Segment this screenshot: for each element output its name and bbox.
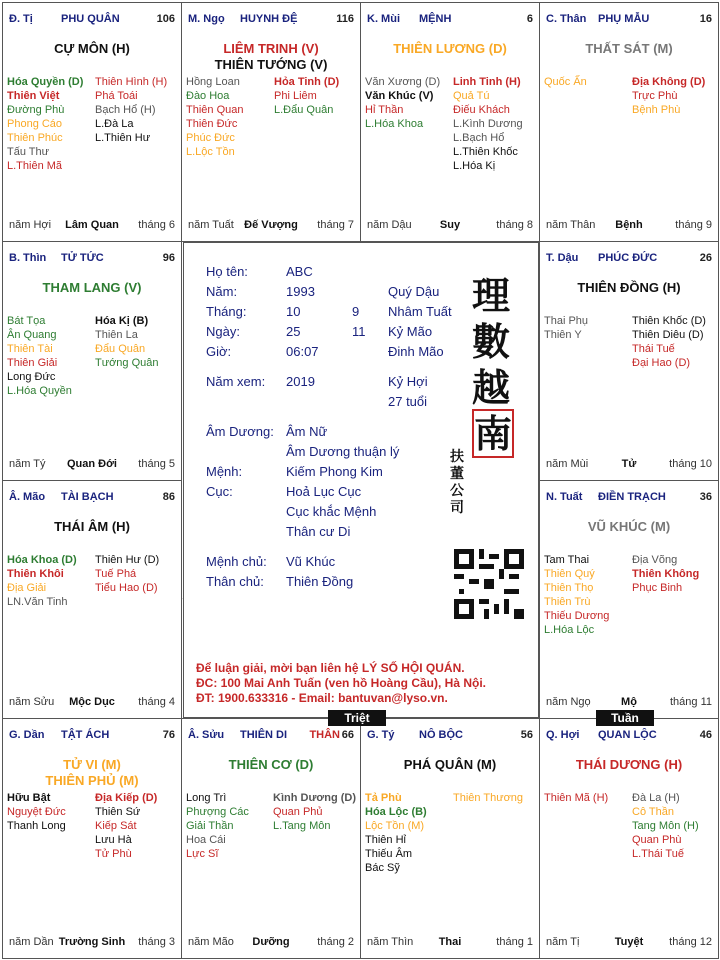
minor-star: Kiếp Sát bbox=[95, 820, 137, 832]
palace-month: tháng 6 bbox=[138, 219, 175, 231]
palace-year: năm Tý bbox=[9, 458, 46, 470]
palace-number: 26 bbox=[699, 252, 712, 264]
palace-position: B. Thìn bbox=[9, 252, 47, 264]
palace-year: năm Dần bbox=[9, 936, 54, 948]
minor-star: Đại Hao (D) bbox=[632, 357, 691, 369]
minor-star: L.Lộc Tồn bbox=[186, 146, 235, 158]
minor-star: Thiên Tài bbox=[7, 343, 53, 355]
palace-year: năm Thân bbox=[546, 219, 596, 231]
minor-star: Tuế Phá bbox=[95, 568, 137, 580]
minor-star: Thiên Diêu (D) bbox=[632, 329, 704, 341]
minor-star: L.Hóa Quyền bbox=[7, 385, 72, 397]
minor-star: L.Bạch Hổ bbox=[453, 132, 505, 144]
palace-number: 96 bbox=[162, 252, 175, 264]
palace-month: tháng 8 bbox=[496, 219, 533, 231]
minor-star: Phá Toái bbox=[95, 90, 138, 102]
minor-star: Văn Xương (D) bbox=[365, 76, 441, 88]
minor-star: Đà La (H) bbox=[632, 792, 680, 804]
minor-star: Đẩu Quân bbox=[95, 343, 146, 355]
minor-star: L.Tang Môn bbox=[273, 820, 331, 832]
palace-number: 76 bbox=[162, 729, 175, 741]
calligraphy-side: 扶 董 公 司 bbox=[450, 449, 464, 516]
contact-block bbox=[196, 661, 486, 706]
palace-month: tháng 3 bbox=[138, 936, 175, 948]
palace-position: K. Mùi bbox=[367, 13, 400, 25]
minor-star: Đào Hoa bbox=[186, 90, 230, 102]
minor-star: Thiên Phúc bbox=[7, 132, 63, 144]
contact-line-1: Để luận giải, mời bạn liên hệ LÝ SỐ HỘI QUÁN. bbox=[196, 661, 465, 675]
minor-star: Thiên Khốc (D) bbox=[632, 315, 706, 327]
palace-stage: Suy bbox=[439, 219, 461, 231]
minor-star: Linh Tinh (H) bbox=[453, 76, 521, 88]
minor-star: Phúc Đức bbox=[186, 132, 235, 144]
minor-star: Tả Phù bbox=[365, 792, 402, 804]
minor-star: Thiên Sứ bbox=[95, 806, 141, 818]
than-marker: THÂN bbox=[309, 729, 340, 741]
minor-star: Đường Phù bbox=[7, 104, 65, 116]
calli-char-4: 南 bbox=[474, 411, 513, 456]
calli-char-1: 理 bbox=[472, 273, 511, 318]
minor-star: Điếu Khách bbox=[453, 104, 510, 116]
palace-month: tháng 9 bbox=[675, 219, 712, 231]
palace-house: ĐIỀN TRẠCH bbox=[598, 491, 666, 503]
minor-star: Phượng Các bbox=[186, 806, 249, 818]
minor-star: L.Thiên Mã bbox=[7, 160, 63, 172]
minor-star: Địa Không (D) bbox=[632, 76, 706, 88]
palace-month: tháng 5 bbox=[138, 458, 175, 470]
minor-star: Long Đức bbox=[7, 371, 56, 383]
minor-star: Lực Sĩ bbox=[186, 848, 219, 860]
minor-star: Hồng Loan bbox=[186, 76, 240, 88]
main-star: PHÁ QUÂN (M) bbox=[403, 757, 497, 772]
palace-house: MỆNH bbox=[419, 13, 452, 25]
palace-year: năm Thìn bbox=[367, 936, 414, 948]
main-star: THÁI ÂM (H) bbox=[54, 519, 130, 534]
main-star: CỰ MÔN (H) bbox=[54, 41, 130, 56]
minor-star: Thiếu Âm bbox=[365, 848, 413, 860]
calli-char-2: 數 bbox=[472, 319, 511, 364]
main-star: LIÊM TRINH (V) bbox=[223, 41, 319, 56]
palace-year: năm Mão bbox=[188, 936, 234, 948]
minor-star: Thiên Đức bbox=[186, 118, 238, 130]
palace-number: 56 bbox=[520, 729, 533, 741]
minor-star: Thiên Hỉ bbox=[365, 834, 406, 846]
main-star: THIÊN TƯỚNG (V) bbox=[214, 57, 328, 72]
palace-position: G. Tý bbox=[367, 729, 395, 741]
tuvi-chart bbox=[2, 2, 718, 958]
minor-star: Quan Phủ bbox=[273, 806, 323, 818]
palace-year: năm Dậu bbox=[367, 219, 412, 231]
palace-month: tháng 7 bbox=[317, 219, 354, 231]
palace-number: 6 bbox=[526, 13, 533, 25]
palace-position: Â. Sửu bbox=[188, 729, 225, 741]
minor-star: Lộc Tồn (M) bbox=[365, 820, 425, 832]
palace-year: năm Tuất bbox=[188, 219, 234, 231]
minor-star: Trực Phù bbox=[632, 90, 678, 102]
minor-star: L.Hóa Kị bbox=[453, 160, 496, 172]
palace-stage: Tử bbox=[621, 458, 637, 470]
minor-star: Tiểu Hao (D) bbox=[95, 582, 158, 594]
palace-month: tháng 1 bbox=[496, 936, 533, 948]
minor-star: L.Đẩu Quân bbox=[274, 104, 334, 116]
main-star: THIÊN CƠ (D) bbox=[228, 757, 314, 772]
minor-star: Hóa Quyền (D) bbox=[7, 76, 84, 88]
palace-house: HUYNH ĐỆ bbox=[240, 13, 298, 25]
minor-star: L.Đà La bbox=[95, 118, 134, 130]
palace-stage: Tuyệt bbox=[614, 936, 644, 948]
minor-star: LN.Văn Tinh bbox=[7, 596, 68, 608]
minor-star: Tam Thai bbox=[544, 554, 590, 566]
minor-star: Thiên Không bbox=[632, 568, 700, 580]
minor-star: Địa Võng bbox=[632, 554, 678, 566]
minor-star: Bát Tọa bbox=[7, 315, 46, 327]
main-star: VŨ KHÚC (M) bbox=[587, 519, 671, 534]
palace-year: năm Sửu bbox=[9, 696, 55, 708]
palace-stage: Thai bbox=[438, 936, 462, 948]
main-star: THẤT SÁT (M) bbox=[585, 41, 673, 56]
minor-star: Thiên Mã (H) bbox=[544, 792, 609, 804]
minor-star: Tấu Thư bbox=[7, 146, 50, 158]
minor-star: Địa Giải bbox=[7, 582, 47, 594]
triet-badge: Triệt bbox=[328, 710, 386, 726]
main-star: THIÊN ĐỒNG (H) bbox=[577, 280, 681, 295]
palace-house: TÀI BẠCH bbox=[61, 491, 114, 503]
minor-star: Cô Thần bbox=[632, 806, 674, 818]
palace-position: M. Ngọ bbox=[188, 13, 225, 25]
palace-house: PHỤ MẪU bbox=[598, 13, 650, 25]
contact-line-2: ĐC: 100 Mai Anh Tuấn (ven hồ Hoàng Cầu), Hà Nội. bbox=[196, 676, 487, 690]
minor-star: Hỉ Thần bbox=[365, 104, 404, 116]
palace-month: tháng 12 bbox=[669, 936, 712, 948]
palace-month: tháng 10 bbox=[669, 458, 712, 470]
palace-stage: Đế Vượng bbox=[244, 219, 298, 231]
palace-house: TẬT ÁCH bbox=[61, 729, 110, 741]
minor-star: L.Kình Dương bbox=[453, 118, 523, 130]
palace-stage: Quan Đới bbox=[67, 458, 117, 470]
minor-star: Phi Liêm bbox=[274, 90, 317, 102]
palace-stage: Mộ bbox=[621, 696, 637, 708]
minor-star: L.Thiên Khốc bbox=[453, 146, 518, 158]
palace-position: T. Dậu bbox=[546, 252, 579, 264]
main-star: THIÊN PHỦ (M) bbox=[45, 773, 139, 788]
minor-star: Phục Binh bbox=[632, 582, 683, 594]
palace-house: THIÊN DI bbox=[240, 729, 288, 741]
minor-star: L.Thái Tuế bbox=[632, 848, 684, 860]
minor-star: Thiên Quý bbox=[544, 568, 595, 580]
palace-month: tháng 4 bbox=[138, 696, 175, 708]
minor-star: Thiên La bbox=[95, 329, 138, 341]
palace-house: TỬ TỨC bbox=[61, 252, 104, 264]
palace-month: tháng 2 bbox=[317, 936, 354, 948]
minor-star: Thiên Hình (H) bbox=[95, 76, 168, 88]
minor-star: Thiên Y bbox=[544, 329, 582, 341]
minor-star: L.Hóa Khoa bbox=[365, 118, 424, 130]
main-star: TỬ VI (M) bbox=[63, 757, 121, 772]
palace-number: 36 bbox=[699, 491, 712, 503]
palace-house: PHÚC ĐỨC bbox=[598, 252, 658, 264]
minor-star: Thiên Hư (D) bbox=[95, 554, 160, 566]
minor-star: Kình Dương (D) bbox=[273, 792, 356, 804]
minor-star: Tử Phù bbox=[95, 848, 132, 860]
minor-star: Bạch Hổ (H) bbox=[95, 104, 156, 116]
minor-star: Tang Môn (H) bbox=[632, 820, 699, 832]
minor-star: Nguyệt Đức bbox=[7, 806, 66, 818]
minor-star: Hóa Lộc (B) bbox=[365, 806, 427, 818]
palace-position: N. Tuất bbox=[546, 491, 583, 503]
palace-position: G. Dần bbox=[9, 729, 45, 741]
palace-number: 46 bbox=[699, 729, 712, 741]
palace-position: Q. Hợi bbox=[546, 729, 580, 741]
minor-star: Lưu Hà bbox=[95, 834, 132, 846]
palace-stage: Mộc Dục bbox=[69, 696, 115, 708]
palace-month: tháng 11 bbox=[669, 696, 712, 708]
minor-star: Thiên Quan bbox=[186, 104, 244, 116]
minor-star: Hoa Cái bbox=[186, 834, 226, 846]
palace-year: năm Hợi bbox=[9, 219, 52, 231]
main-star: THÁI DƯƠNG (H) bbox=[575, 757, 683, 772]
minor-star: Thanh Long bbox=[7, 820, 66, 832]
minor-star: Địa Kiếp (D) bbox=[95, 792, 158, 804]
palace-number: 16 bbox=[699, 13, 712, 25]
main-star: THIÊN LƯƠNG (D) bbox=[393, 41, 507, 56]
minor-star: L.Thiên Hư bbox=[95, 132, 151, 144]
minor-star: Thiên Thọ bbox=[544, 582, 594, 594]
palace-house: QUAN LỘC bbox=[598, 729, 657, 741]
minor-star: Thiên Giải bbox=[7, 357, 58, 369]
palace-stage: Dưỡng bbox=[252, 936, 290, 948]
contact-line-3: ĐT: 1900.633316 - Email: bantuvan@lyso.vn. bbox=[196, 691, 448, 705]
minor-star: Thiên Khôi bbox=[7, 568, 64, 580]
qr-code[interactable] bbox=[454, 549, 524, 619]
palace-house: PHU QUÂN bbox=[61, 13, 120, 25]
calligraphy-logo bbox=[472, 273, 518, 457]
palace-stage: Lâm Quan bbox=[65, 219, 119, 231]
minor-star: L.Hóa Lộc bbox=[544, 624, 595, 636]
palace-number: 86 bbox=[162, 491, 175, 503]
palace-position: Đ. Tị bbox=[9, 13, 33, 25]
minor-star: Thiếu Dương bbox=[544, 610, 610, 622]
main-star: THAM LANG (V) bbox=[42, 280, 142, 295]
tuan-badge: Tuần bbox=[596, 710, 654, 726]
minor-star: Quốc Ấn bbox=[544, 76, 587, 88]
minor-star: Hữu Bật bbox=[7, 792, 51, 804]
minor-star: Thiên Việt bbox=[7, 90, 60, 102]
minor-star: Giải Thần bbox=[186, 820, 234, 832]
minor-star: Quả Tú bbox=[453, 90, 490, 102]
minor-star: Ân Quang bbox=[7, 329, 57, 341]
minor-star: Thiên Trù bbox=[544, 596, 591, 608]
minor-star: Hóa Khoa (D) bbox=[7, 554, 77, 566]
minor-star: Bệnh Phù bbox=[632, 104, 681, 116]
minor-star: Thiên Thương bbox=[453, 792, 524, 804]
minor-star: Hỏa Tinh (D) bbox=[274, 76, 340, 88]
minor-star: Bác Sỹ bbox=[365, 862, 400, 874]
minor-star: Phong Cáo bbox=[7, 118, 63, 130]
minor-star: Thái Tuế bbox=[632, 343, 675, 355]
minor-star: Thai Phụ bbox=[544, 315, 589, 327]
palace-house: NÔ BỘC bbox=[419, 729, 463, 741]
palace-year: năm Tị bbox=[546, 936, 580, 948]
qr-code-graphic bbox=[454, 549, 524, 619]
palace-number: 116 bbox=[336, 13, 354, 25]
palace-year: năm Mùi bbox=[546, 458, 589, 470]
minor-star: Long Trì bbox=[186, 792, 227, 804]
palace-year: năm Ngọ bbox=[546, 696, 591, 708]
palace-number: 106 bbox=[156, 13, 175, 25]
info-panel: Họ tên: ABC Năm: 1993 Quý Dậu Tháng: 10 9 Nhâm Tuất Ngày: 25 11 Kỷ Mão Giờ: 06:07 Đinh Mão Năm xem: 2019 Kỷ Hợi 27 tuổi Âm Dương: Âm Nữ Âm Dương thuận lý Mệnh: Kiếm Phong Kim Cục: Hoả Lục Cục Cục khắc Mệnh Thân cư Di Mệnh chủ: Vũ Khúc Thân chủ: Thiên Đồng 理 數 越 南 扶 董 公 司 Để luận giải, mời bạn liên hệ LÝ SỐ HỘI QUÁN. ĐC: 100 Mai Anh Tuấn (ven hồ Hoàng Cầu), Hà Nội. ĐT: 1900.633316 - Email: bantuvan@lyso.vn. bbox=[183, 242, 539, 718]
palace-position: C. Thân bbox=[546, 13, 587, 25]
minor-star: Quan Phù bbox=[632, 834, 682, 846]
palace-stage: Trường Sinh bbox=[58, 936, 126, 948]
minor-star: Văn Khúc (V) bbox=[365, 90, 434, 102]
minor-star: Tướng Quân bbox=[95, 357, 159, 369]
palace-number: 66 bbox=[341, 729, 354, 741]
minor-star: Hóa Kị (B) bbox=[95, 315, 149, 327]
calli-char-3: 越 bbox=[472, 365, 511, 410]
palace-stage: Bệnh bbox=[615, 219, 643, 231]
palace-position: Â. Mão bbox=[9, 491, 46, 503]
